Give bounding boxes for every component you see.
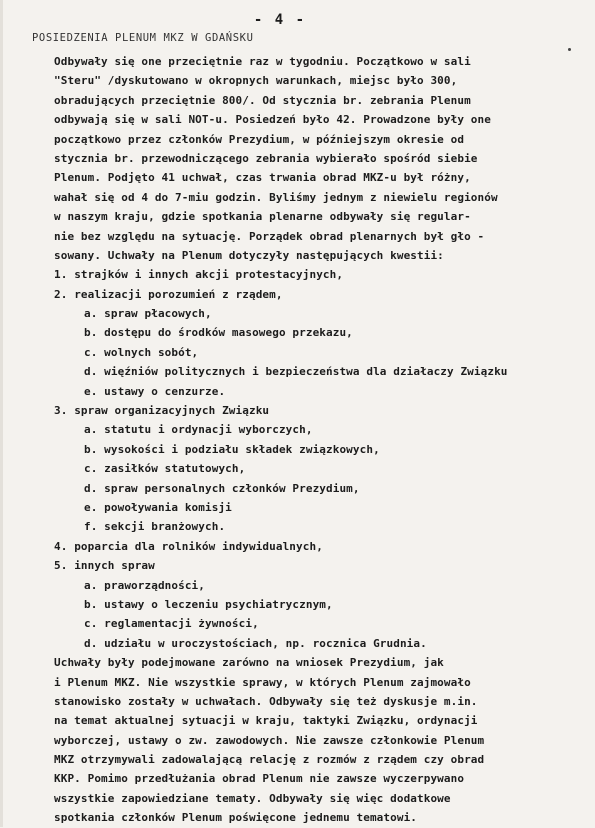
topics-list	[54, 265, 588, 653]
list-marker: 1.	[54, 268, 68, 282]
list-item-text: realizacji porozumień z rządem,	[74, 287, 283, 301]
paragraph-2	[54, 653, 588, 828]
list-item	[54, 401, 588, 420]
paragraph-1	[54, 52, 588, 265]
running-head: POSIEDZENIA PLENUM MKZ W GDAŃSKU	[32, 32, 254, 44]
sub-list-item: b. wysokości i podziału składek związkowych,	[84, 442, 380, 456]
list-item	[54, 265, 588, 284]
text-line: w naszym kraju, gdzie spotkania plenarne odbywały się regular-	[54, 210, 471, 224]
page-number: - 4 -	[253, 12, 307, 28]
list-marker: 3.	[54, 404, 68, 418]
list-item	[54, 537, 588, 556]
sub-list-item: d. spraw personalnych członków Prezydium,	[84, 481, 360, 495]
list-item-text: spraw organizacyjnych Związku	[74, 404, 270, 418]
sub-list-item: b. dostępu do środków masowego przekazu,	[84, 326, 353, 340]
sub-list-item: c. zasiłków statutowych,	[84, 462, 246, 476]
text-line: na temat aktualnej sytuacji w kraju, taktyki Związku, ordynacji	[54, 714, 478, 728]
list-marker: 5.	[54, 559, 68, 573]
list-item-text: innych spraw	[74, 559, 155, 573]
text-line: wahał się od 4 do 7-miu godzin. Byliśmy jednym z niewielu regionów	[54, 190, 498, 204]
text-line: KKP. Pomimo przedłużania obrad Plenum nie zawsze wyczerpywano	[54, 772, 465, 786]
sub-list-item: a. praworządności,	[84, 578, 206, 592]
sub-list-item: e. ustawy o cenzurze.	[84, 384, 226, 398]
list-item	[54, 285, 588, 304]
text-line: stycznia br. przewodniczącego zebrania wybierało spośród siebie	[54, 151, 478, 165]
text-line: odbywają się w sali NOT-u. Posiedzeń było 42. Prowadzone były one	[54, 113, 491, 127]
sub-list-item: d. więźniów politycznych i bezpieczeństwa dla działaczy Związku	[84, 365, 508, 379]
text-line: stanowisko zostały w uchwałach. Odbywały się też dyskusje m.in.	[54, 694, 478, 708]
text-line: obradujących przeciętnie 800/. Od stycznia br. zebrania Plenum	[54, 93, 471, 107]
list-marker: 4.	[54, 539, 68, 553]
text-line: "Steru" /dyskutowano w okropnych warunkach, miejsc było 300,	[54, 74, 458, 88]
text-line: Uchwały były podejmowane zarówno na wniosek Prezydium, jak	[54, 656, 444, 670]
text-line: wyborczej, ustawy o zw. zawodowych. Nie zawsze członkowie Plenum	[54, 733, 485, 747]
text-line: MKZ otrzymywali zadowalającą relację z rozmów z rządem czy obrad	[54, 753, 485, 767]
text-line: Odbywały się one przeciętnie raz w tygodniu. Początkowo w sali	[54, 55, 471, 68]
sub-list-item: a. spraw płacowych,	[84, 307, 212, 321]
sub-list-item: a. statutu i ordynacji wyborczych,	[84, 423, 313, 437]
sub-list-item: d. udziału w uroczystościach, np. rocznica Grudnia.	[84, 636, 427, 650]
sub-list-item: c. reglamentacji żywności,	[84, 617, 259, 631]
page-edge-shadow	[0, 0, 3, 827]
ink-speck	[568, 48, 571, 51]
list-marker: 2.	[54, 287, 68, 301]
list-item	[54, 556, 588, 575]
text-line: Plenum. Podjęto 41 uchwał, czas trwania obrad MKZ-u był różny,	[54, 171, 471, 185]
list-item-text: strajków i innych akcji protestacyjnych,	[74, 268, 344, 282]
text-line: sowany. Uchwały na Plenum dotyczyły następujących kwestii:	[54, 248, 444, 262]
sub-list-item: e. powoływania komisji	[84, 500, 232, 514]
text-line: początkowo przez członków Prezydium, w późniejszym okresie od	[54, 132, 465, 146]
body-text	[54, 52, 588, 828]
list-item-text: poparcia dla rolników indywidualnych,	[74, 539, 323, 553]
sub-list-item: b. ustawy o leczeniu psychiatrycznym,	[84, 597, 333, 611]
text-line: i Plenum MKZ. Nie wszystkie sprawy, w których Plenum zajmowało	[54, 675, 471, 689]
text-line: spotkania członków Plenum poświęcone jednemu tematowi.	[54, 811, 418, 825]
sub-list-item: c. wolnych sobót,	[84, 345, 199, 359]
text-line: nie bez względu na sytuację. Porządek obrad plenarnych był gło -	[54, 229, 485, 243]
sub-list-item: f. sekcji branżowych.	[84, 520, 226, 534]
text-line: wszystkie zapowiedziane tematy. Odbywały się więc dodatkowe	[54, 791, 451, 805]
